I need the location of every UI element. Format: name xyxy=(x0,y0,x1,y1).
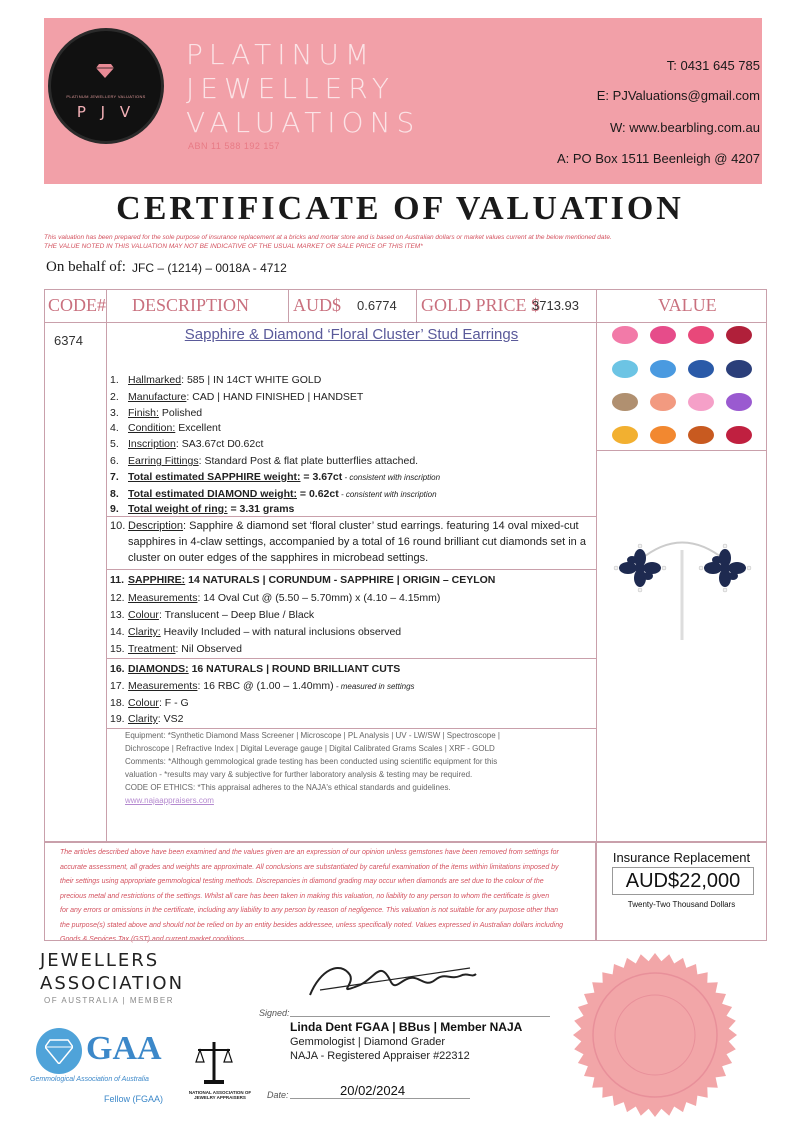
spec-key: Manufacture xyxy=(128,391,187,403)
description-key: Description xyxy=(128,520,184,532)
spec-number: 12. xyxy=(110,592,125,604)
spec-key: DIAMONDS: xyxy=(128,663,189,675)
gaa-logo: GAA xyxy=(86,1030,162,1067)
spec-number: 13. xyxy=(110,609,125,621)
spec-value: : 16 RBC @ (1.00 – 1.40mm) xyxy=(197,680,334,692)
insurance-value: AUD$22,000 xyxy=(612,867,754,895)
signed-label: Signed: xyxy=(259,1008,290,1018)
spec-row xyxy=(110,455,418,467)
description-line-3: cluster on outer edges of the sapphires in microbead settings. xyxy=(128,552,429,564)
spec-value: = 0.62ct xyxy=(296,488,339,500)
image-divider xyxy=(597,450,767,451)
spec-value: Heavily Included – with natural inclusions observed xyxy=(160,626,402,638)
logo-initials: P J V xyxy=(76,103,136,121)
behalf-reference: JFC – (1214) – 0018A - 4712 xyxy=(132,261,287,275)
gem-colour-chart xyxy=(605,322,765,450)
signatory-name: Linda Dent FGAA | BBus | Member NAJA xyxy=(290,1020,523,1034)
header-aud-label: AUD$ xyxy=(293,295,341,315)
spec-value: : F - G xyxy=(158,697,189,709)
spec-number: 17. xyxy=(110,680,125,692)
signature-line xyxy=(290,1016,550,1017)
item-code: 6374 xyxy=(54,333,83,348)
row-divider xyxy=(107,728,596,729)
spec-value: Polished xyxy=(158,407,203,419)
spec-row xyxy=(110,503,294,515)
row-divider xyxy=(107,658,596,659)
legal-line: Goods & Services Tax (GST) and current market conditions. xyxy=(60,936,247,943)
spec-value: = 3.67ct xyxy=(300,471,343,483)
earrings-photo xyxy=(600,530,765,650)
spec-value: : Translucent – Deep Blue / Black xyxy=(158,609,315,621)
description-line-2: sapphires in 4-claw settings, accompanied by a total of 16 round brilliant cut diamonds set in a xyxy=(128,536,586,548)
header-value: VALUE xyxy=(658,295,717,315)
spec-number: 4. xyxy=(110,422,119,434)
contact-email: E: PJValuations@gmail.com xyxy=(596,88,760,103)
spec-value: : Nil Observed xyxy=(175,643,242,655)
legal-box xyxy=(44,842,596,941)
spec-key: Hallmarked xyxy=(128,374,182,386)
spec-row xyxy=(110,438,263,450)
spec-number: 10. xyxy=(110,520,126,532)
gaa-gem-icon xyxy=(45,1038,73,1064)
sapphire-row xyxy=(110,643,242,655)
description-line-1: : Sapphire & diamond set ‘floral cluster’ stud earrings. featuring 14 oval mixed-cut xyxy=(183,520,579,532)
date-value: 20/02/2024 xyxy=(340,1083,406,1098)
gaa-fellow: Fellow (FGAA) xyxy=(104,1094,164,1104)
legal-line: The articles described above have been examined and the values given are an expression of our opinion unless gemstones have been removed from settings for xyxy=(60,849,559,856)
sapphire-row xyxy=(110,574,495,586)
gaa-subtitle: Gemmological Association of Australia xyxy=(30,1076,149,1083)
spec-value: : Standard Post & flat plate butterflies attached. xyxy=(198,455,419,467)
spec-value: Excellent xyxy=(175,422,221,434)
sapphire-row xyxy=(110,626,401,638)
contact-phone: T: 0431 645 785 xyxy=(666,58,760,73)
spec-key: Condition: xyxy=(128,422,176,434)
logo-small-text: PLATINUM JEWELLERY VALUATIONS xyxy=(66,94,146,99)
spec-number: 7. xyxy=(110,471,119,483)
jaa-logo-line-1: JEWELLERS xyxy=(40,950,160,971)
naja-logo-text: NATIONAL ASSOCIATION OF JEWELRY APPRAISERS xyxy=(188,1090,252,1100)
spec-note: - consistent with inscription xyxy=(342,473,441,482)
spec-row xyxy=(110,471,440,483)
spec-row xyxy=(110,422,221,434)
brand-line-3: VALUATIONS xyxy=(186,106,421,139)
insurance-words: Twenty-Two Thousand Dollars xyxy=(627,900,736,909)
spec-key: Clarity xyxy=(128,713,158,725)
spec-number: 3. xyxy=(110,407,119,419)
spec-number: 8. xyxy=(110,488,119,500)
spec-key: Colour xyxy=(128,697,159,709)
disclaimer-line-1: This valuation has been prepared for the sole purpose of insurance replacement at a bricks and mortar store and is based on Australian dollars or market values current at the below mentioned date. xyxy=(44,234,612,241)
spec-number: 11. xyxy=(110,574,125,586)
spec-key: Total weight of ring: xyxy=(128,503,228,515)
legal-line: accurate assessment, all grades and weights are approximate. All conclusions are substantiated by careful examination of the items within limitations imposed by xyxy=(60,863,559,871)
spec-row xyxy=(110,407,202,419)
spec-number: 18. xyxy=(110,697,125,709)
jaa-logo-line-2: ASSOCIATION xyxy=(40,973,185,994)
date-label: Date: xyxy=(267,1090,289,1100)
date-line xyxy=(290,1098,470,1099)
brand-line-2: JEWELLERY xyxy=(186,72,395,105)
contact-address: A: PO Box 1511 Beenleigh @ 4207 xyxy=(556,151,760,166)
item-title: Sapphire & Diamond ‘Floral Cluster’ Stud Earrings xyxy=(184,326,519,343)
comments-line-1: Comments: *Although gemmological grade testing has been conducted using scientific equipment for this xyxy=(125,757,498,766)
jaa-logo-line-3: OF AUSTRALIA | MEMBER xyxy=(44,996,175,1005)
column-divider xyxy=(596,289,597,842)
legal-line: for any errors or omissions in the certificate, including any liability to any person by reason of negligence. This valuation is not suitable for any purpose other than xyxy=(60,907,559,914)
equipment-line-1: Equipment: *Synthetic Diamond Mass Screener | Microscope | PL Analysis | UV - LW/SW | Spectroscope | xyxy=(125,731,500,740)
spec-key: SAPPHIRE: xyxy=(128,574,186,586)
diamond-row xyxy=(110,697,189,709)
spec-number: 2. xyxy=(110,391,119,403)
spec-value: : SA3.67ct D0.62ct xyxy=(175,438,264,450)
signatory-title: Gemmologist | Diamond Grader xyxy=(290,1036,446,1048)
spec-number: 6. xyxy=(110,455,119,467)
disclaimer-line-2: THE VALUE NOTED IN THIS VALUATION MAY NOT BE INDICATIVE OF THE USUAL MARKET OR SALE PRICE OF THIS ITEM* xyxy=(44,243,423,250)
row-divider xyxy=(107,516,596,517)
spec-number: 16. xyxy=(110,663,125,675)
header-aud-value: 0.6774 xyxy=(357,298,397,313)
spec-row xyxy=(110,488,437,500)
legal-line: precious metal and restrictions of the settings. Whilst all care has been taken in making this valuation, no liability to any person to whom the certificate is given xyxy=(60,892,550,900)
diamond-row xyxy=(110,713,183,725)
header-divider xyxy=(288,289,289,322)
spec-key: Finish: xyxy=(128,407,159,419)
signature xyxy=(300,950,480,1006)
header-code: CODE# xyxy=(48,295,106,315)
sapphire-row xyxy=(110,609,314,621)
column-divider xyxy=(106,289,107,842)
spec-key: Clarity: xyxy=(128,626,161,638)
spec-value: 14 NATURALS | CORUNDUM - SAPPHIRE | ORIGIN – CEYLON xyxy=(185,574,496,586)
spec-number: 19. xyxy=(110,713,125,725)
legal-line: the purpose(s) stated above and should not be relied on by an entity besides addressee, unless specifically noted. Values expressed in Australian dollars including xyxy=(60,921,564,929)
insurance-label: Insurance Replacement xyxy=(612,850,751,865)
ethics-line: CODE OF ETHICS: *This appraisal adheres to the NAJA's ethical standards and guidelines. xyxy=(125,783,451,792)
diamond-row xyxy=(110,680,415,692)
diamond-row xyxy=(110,663,400,675)
spec-key: Treatment xyxy=(128,643,176,655)
spec-number: 14. xyxy=(110,626,125,638)
spec-key: Colour xyxy=(128,609,159,621)
diamond-icon xyxy=(96,64,114,78)
gem-swatches xyxy=(612,326,752,444)
spec-value: = 3.31 grams xyxy=(227,503,295,515)
spec-note: - measured in settings xyxy=(333,682,415,691)
spec-value: : VS2 xyxy=(157,713,184,725)
spec-key: Measurements xyxy=(128,592,198,604)
legal-line: their settings using appropriate gemmological testing methods. Discrepancies in diamond grading may occur when diamonds are set due to the colour of the xyxy=(60,878,544,885)
comments-line-2: valuation - *results may vary & subjective for further laboratory analysis & testing may be required. xyxy=(125,770,473,779)
header-description: DESCRIPTION xyxy=(132,295,250,315)
header-gold-value: 3713.93 xyxy=(532,298,579,313)
spec-number: 15. xyxy=(110,643,125,655)
spec-key: Measurements xyxy=(128,680,198,692)
spec-value: : CAD | HAND FINISHED | HANDSET xyxy=(186,391,364,403)
header-divider xyxy=(416,289,417,322)
pjv-logo xyxy=(48,28,164,144)
behalf-label: On behalf of: xyxy=(46,259,126,275)
spec-value: : 585 | IN 14CT WHITE GOLD xyxy=(181,374,322,386)
certificate-title: CERTIFICATE OF VALUATION xyxy=(116,190,684,227)
spec-value: : 14 Oval Cut @ (5.50 – 5.70mm) x (4.10 – 4.15mm) xyxy=(197,592,441,604)
brand-line-1: PLATINUM xyxy=(186,38,376,71)
spec-value: 16 NATURALS | ROUND BRILLIANT CUTS xyxy=(188,663,401,675)
spec-row xyxy=(110,391,363,403)
spec-number: 9. xyxy=(110,503,119,515)
description-row xyxy=(110,520,579,532)
spec-key: Earring Fittings xyxy=(128,455,199,467)
spec-key: Total estimated SAPPHIRE weight: xyxy=(128,471,301,483)
abn-number: ABN 11 588 192 157 xyxy=(188,141,280,151)
embossed-seal xyxy=(560,950,750,1120)
spec-key: Total estimated DIAMOND weight: xyxy=(128,488,297,500)
sapphire-row xyxy=(110,592,440,604)
header-gold-label: GOLD PRICE $ xyxy=(421,295,541,315)
spec-number: 5. xyxy=(110,438,119,450)
spec-note: - consistent with inscription xyxy=(338,490,437,499)
spec-number: 1. xyxy=(110,374,119,386)
signatory-naja: NAJA - Registered Appraiser #22312 xyxy=(290,1050,470,1062)
scales-icon xyxy=(194,1040,234,1084)
spec-key: Inscription xyxy=(128,438,176,450)
spec-row xyxy=(110,374,321,386)
row-divider xyxy=(107,569,596,570)
contact-web: W: www.bearbling.com.au xyxy=(609,120,760,135)
equipment-line-2: Dichroscope | Refractive Index | Digital Leverage gauge | Digital Calibrated Grams Scales | XRF - GOLD xyxy=(125,744,495,753)
naja-link[interactable]: www.najaappraisers.com xyxy=(125,796,214,805)
